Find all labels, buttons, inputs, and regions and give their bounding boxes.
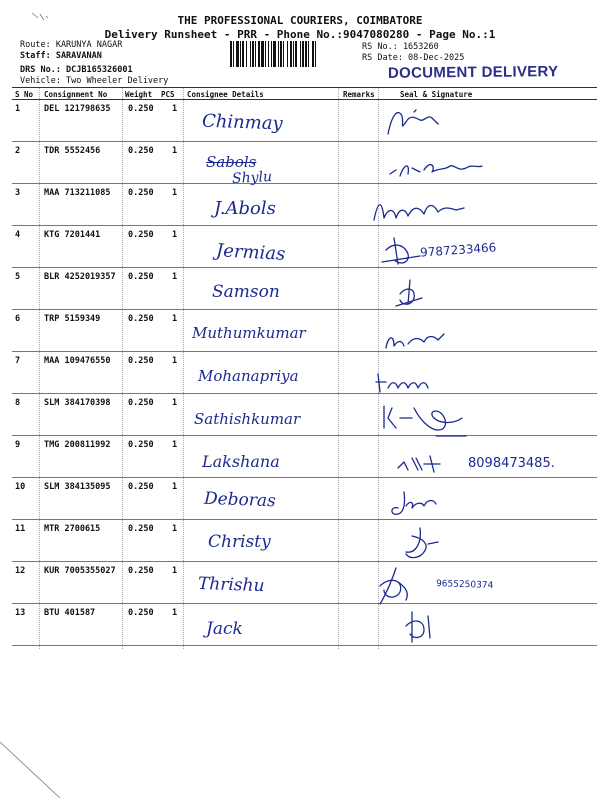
- consignee-name: Thrishu: [197, 573, 265, 597]
- signature-icon: [402, 608, 442, 648]
- row-weight: 0.250: [128, 146, 154, 156]
- row-consignment: SLM 384135095: [44, 482, 111, 492]
- signature-icon: [384, 488, 464, 522]
- row-sno: 9: [15, 440, 21, 450]
- row-pcs: 1: [172, 188, 178, 198]
- table-top-rule: [12, 87, 597, 88]
- row-weight: 0.250: [128, 272, 154, 282]
- staff-label: Staff: SARAVANAN: [20, 51, 102, 61]
- consignee-name: Sathishkumar: [194, 410, 301, 428]
- consignee-name: Deboras: [203, 488, 277, 512]
- table-row: [12, 394, 597, 436]
- rs-date: RS Date: 08-Dec-2025: [362, 53, 465, 63]
- signature-icon: [380, 104, 470, 142]
- row-sno: 12: [15, 566, 26, 576]
- column-header-seal: Seal & Signature: [400, 90, 473, 99]
- consignee-name: Muthumkumar: [192, 324, 306, 342]
- table-row: [12, 352, 597, 394]
- row-weight: 0.250: [128, 188, 154, 198]
- row-weight: 0.250: [128, 398, 154, 408]
- column-header-weight: Weight: [125, 90, 153, 99]
- signature-icon: [380, 232, 440, 272]
- table-row: [12, 184, 597, 226]
- row-consignment: BLR 4252019357: [44, 272, 116, 282]
- row-weight: 0.250: [128, 608, 154, 618]
- row-weight: 0.250: [128, 482, 154, 492]
- phone-note: 9787233466: [419, 240, 497, 260]
- row-sno: 4: [15, 230, 21, 240]
- scan-mark-icon: [30, 10, 50, 24]
- row-sno: 8: [15, 398, 21, 408]
- rs-number: RS No.: 1653260: [362, 42, 439, 52]
- row-consignment: KUR 7005355027: [44, 566, 116, 576]
- consignee-name: J.Abols: [214, 198, 276, 219]
- signature-icon: [386, 152, 496, 182]
- row-sno: 6: [15, 314, 21, 324]
- row-pcs: 1: [172, 608, 178, 618]
- scan-mark-icon: [0, 740, 70, 800]
- route-label: Route: KARUNYA NAGAR: [20, 40, 123, 50]
- row-weight: 0.250: [128, 566, 154, 576]
- consignee-name: Lakshana: [202, 452, 280, 471]
- row-weight: 0.250: [128, 104, 154, 114]
- row-sno: 7: [15, 356, 21, 366]
- route-info: [20, 40, 168, 87]
- table-row: [12, 562, 597, 604]
- signature-icon: [394, 448, 464, 476]
- row-pcs: 1: [172, 524, 178, 534]
- row-pcs: 1: [172, 482, 178, 492]
- row-pcs: 1: [172, 104, 178, 114]
- row-consignment: SLM 384170398: [44, 398, 111, 408]
- runsheet-title: Delivery Runsheet - PRR - Phone No.:9047080280 - Page No.:1: [104, 28, 496, 41]
- row-consignment: MAA 713211085: [44, 188, 111, 198]
- column-header-pcs: PCS: [161, 90, 175, 99]
- table-row: [12, 100, 597, 142]
- consignee-name: Jermias: [215, 240, 286, 265]
- phone-note: 8098473485.: [468, 456, 555, 471]
- rs-info: [362, 42, 464, 64]
- column-header-sno: S No: [15, 90, 34, 99]
- signature-icon: [380, 326, 460, 356]
- row-pcs: 1: [172, 398, 178, 408]
- row-sno: 2: [15, 146, 21, 156]
- company-name: THE PROFESSIONAL COURIERS, COIMBATORE: [177, 14, 423, 27]
- column-header-remarks: Remarks: [343, 90, 375, 99]
- row-sno: 1: [15, 104, 21, 114]
- signature-icon: [392, 276, 442, 312]
- consignee-name: Jack: [206, 619, 243, 639]
- row-consignment: KTG 7201441: [44, 230, 101, 240]
- row-sno: 11: [15, 524, 26, 534]
- row-pcs: 1: [172, 566, 178, 576]
- row-consignment: DEL 121798635: [44, 104, 111, 114]
- signature-icon: [376, 400, 476, 440]
- consignee-name: Christy: [208, 532, 271, 552]
- row-consignment: BTU 401587: [44, 608, 96, 618]
- table-row: [12, 520, 597, 562]
- table-row: [12, 226, 597, 268]
- table-row: [12, 478, 597, 520]
- column-header-consignee: Consignee Details: [187, 90, 264, 99]
- row-pcs: 1: [172, 146, 178, 156]
- vehicle-label: Vehicle: Two Wheeler Delivery: [20, 76, 169, 86]
- consignee-name: Samson: [212, 282, 280, 302]
- row-weight: 0.250: [128, 230, 154, 240]
- row-pcs: 1: [172, 230, 178, 240]
- signature-icon: [370, 564, 440, 610]
- consignee-name: Chinmay: [201, 110, 284, 135]
- row-weight: 0.250: [128, 314, 154, 324]
- row-divider: [12, 645, 597, 646]
- signature-icon: [372, 368, 462, 398]
- row-weight: 0.250: [128, 356, 154, 366]
- table-row: [12, 604, 597, 646]
- row-consignment: TDR 5552456: [44, 146, 101, 156]
- row-pcs: 1: [172, 314, 178, 324]
- row-weight: 0.250: [128, 440, 154, 450]
- row-pcs: 1: [172, 440, 178, 450]
- row-sno: 5: [15, 272, 21, 282]
- row-consignment: TMG 200811992: [44, 440, 111, 450]
- consignee-name-alt: Shylu: [231, 168, 273, 188]
- consignee-name: Sabols: [206, 153, 257, 171]
- row-consignment: TRP 5159349: [44, 314, 101, 324]
- column-header-consignment: Consignment No: [44, 90, 108, 99]
- table-row: [12, 268, 597, 310]
- row-consignment: MAA 109476550: [44, 356, 111, 366]
- consignee-name: Mohanapriya: [198, 367, 299, 385]
- row-sno: 3: [15, 188, 21, 198]
- row-pcs: 1: [172, 272, 178, 282]
- signature-icon: [398, 524, 448, 564]
- row-sno: 10: [15, 482, 26, 492]
- signature-icon: [368, 194, 478, 228]
- row-pcs: 1: [172, 356, 178, 366]
- row-consignment: MTR 2700615: [44, 524, 101, 534]
- row-sno: 13: [15, 608, 26, 618]
- document-delivery-stamp: DOCUMENT DELIVERY: [387, 63, 559, 82]
- row-weight: 0.250: [128, 524, 154, 534]
- phone-note: 9655250374: [435, 579, 494, 591]
- drs-number: DRS No.: DCJB165326001: [20, 65, 133, 75]
- barcode-icon: [230, 41, 358, 67]
- table-row: [12, 142, 597, 184]
